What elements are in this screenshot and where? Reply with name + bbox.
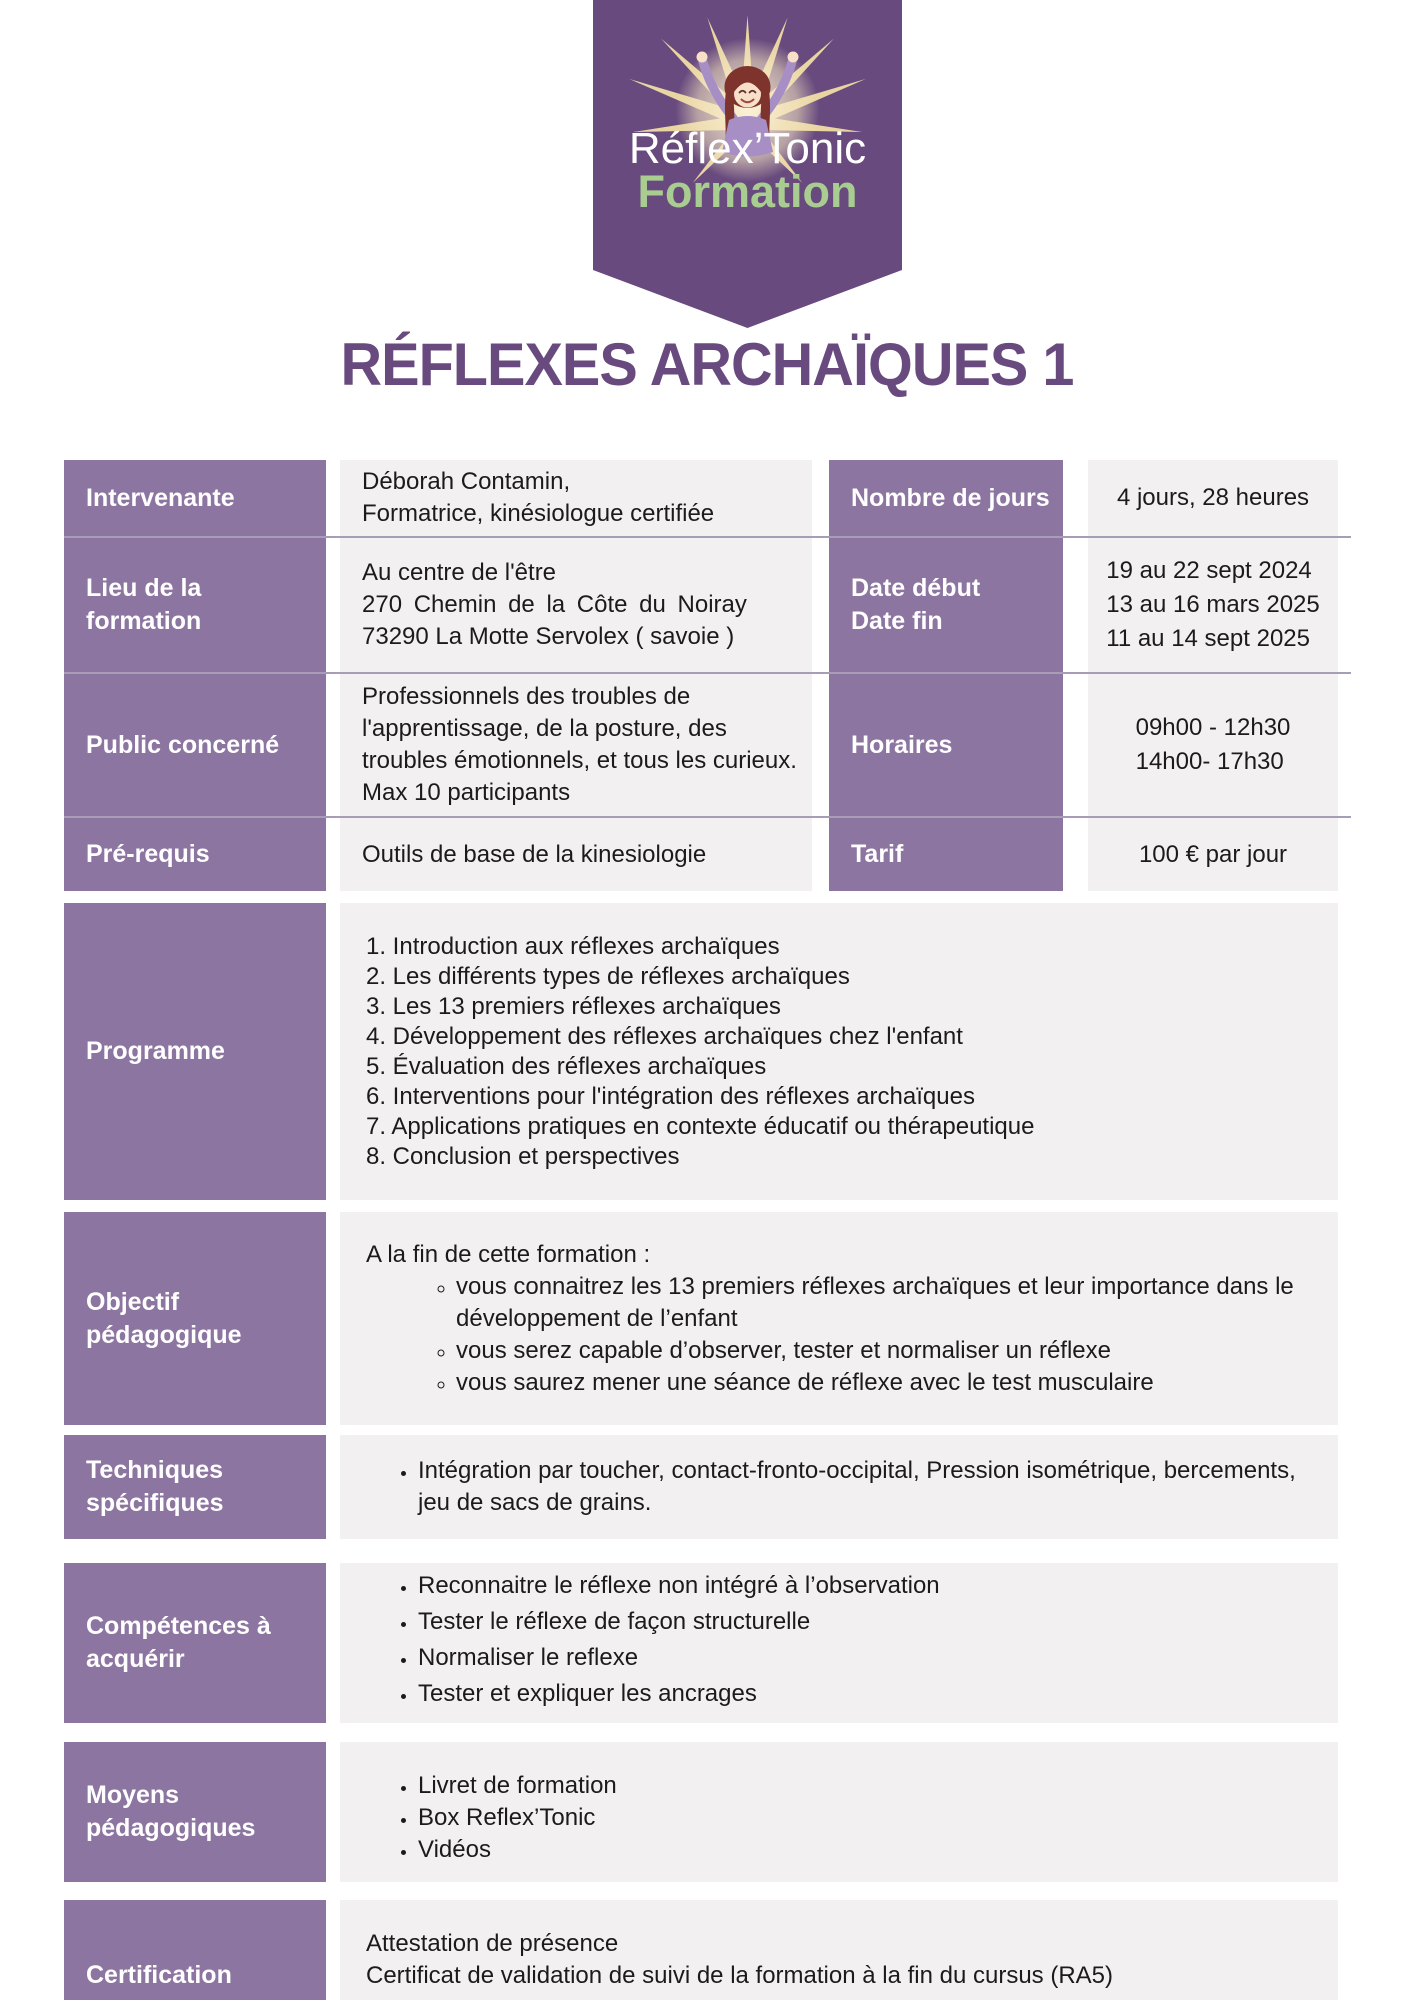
- list-item: ◦ vous connaitrez les 13 premiers réflexes archaïques et leur importance dans le développement de l’enfant: [456, 1271, 1318, 1335]
- label-pre-requis: [64, 818, 326, 891]
- text-line: 11 au 14 sept 2025: [1106, 625, 1310, 652]
- programme-item: 1. Introduction aux réflexes archaïques: [366, 932, 780, 960]
- text-line: Moyens: [86, 1781, 180, 1809]
- label-programme: [64, 903, 326, 1200]
- text-line: Attestation de présence: [366, 1930, 619, 1957]
- label-date-debut-fin: [829, 538, 1063, 672]
- techniques-list: [366, 1455, 1318, 1519]
- label-horaires: [829, 674, 1063, 816]
- pennant-banner-icon: [593, 0, 902, 330]
- text-line: l'apprentissage, de la posture, des: [362, 715, 727, 742]
- text-line: Certificat de validation de suivi de la formation à la fin du cursus (RA5): [366, 1962, 1114, 1989]
- text-line: acquérir: [86, 1645, 185, 1673]
- programme-item: 7. Applications pratiques en contexte éducatif ou thérapeutique: [366, 1112, 1035, 1140]
- competences-content: [340, 1563, 1338, 1723]
- text-line: 4 jours, 28 heures: [1116, 484, 1310, 511]
- text-line: Public concerné: [86, 730, 280, 759]
- text-line: Date début: [851, 574, 981, 602]
- value-pre-requis: [340, 818, 812, 891]
- moyens-list: [366, 1770, 1318, 1866]
- text-line: Certification: [86, 1960, 232, 1989]
- label-lieu-de-la-formation: [64, 538, 326, 672]
- label-nombre-de-jours: [829, 460, 1063, 536]
- programme-item: 2. Les différents types de réflexes archaïques: [366, 962, 850, 990]
- objectif-content: [340, 1212, 1338, 1425]
- value-lieu-de-la-formation: [340, 538, 812, 672]
- text-line: 73290 La Motte Servolex ( savoie ): [362, 623, 735, 650]
- text-line: Tarif: [851, 840, 904, 868]
- text-line: Déborah Contamin,: [362, 468, 571, 495]
- value-horaires: [1088, 674, 1338, 816]
- objectif-intro: A la fin de cette formation :: [366, 1240, 651, 1268]
- text-line: Max 10 participants: [362, 779, 571, 806]
- list-item: • Vidéos: [418, 1834, 1318, 1866]
- list-item: • Reconnaitre le réflexe non intégré à l’observation: [418, 1571, 1318, 1601]
- row-separator: [64, 816, 1351, 818]
- list-item: • Box Reflex’Tonic: [418, 1802, 1318, 1834]
- value-dates: [1088, 538, 1338, 672]
- text-line: Au centre de l'être: [362, 559, 557, 586]
- text-line: Compétences à: [86, 1612, 271, 1640]
- text-line: Formatrice, kinésiologue certifiée: [362, 500, 715, 527]
- programme-item: 6. Interventions pour l'intégration des réflexes archaïques: [366, 1082, 975, 1110]
- text-line: Intervenante: [86, 483, 235, 512]
- text-line: Techniques: [86, 1456, 224, 1484]
- techniques-content: [340, 1435, 1338, 1539]
- list-item: ◦ vous saurez mener une séance de réflexe avec le test musculaire: [456, 1367, 1318, 1399]
- list-item: • Intégration par toucher, contact-fronto-occipital, Pression isométrique, bercements, jeu de sacs de grains.: [418, 1455, 1318, 1519]
- objectif-list: [366, 1271, 1318, 1399]
- programme-item: 5. Évaluation des réflexes archaïques: [366, 1052, 767, 1080]
- text-line: troubles émotionnels, et tous les curieux.: [362, 747, 797, 774]
- value-intervenante: [340, 460, 812, 536]
- brand-text: Réflex’Tonic: [628, 124, 867, 173]
- moyens-content: [340, 1742, 1338, 1882]
- page-title: RÉFLEXES ARCHAÏQUES 1: [340, 331, 1074, 398]
- list-item: • Tester le réflexe de façon structurelle: [418, 1607, 1318, 1637]
- text-line: Pré-requis: [86, 840, 210, 868]
- text-line: Nombre de jours: [851, 483, 1050, 512]
- text-line: 100 € par jour: [1138, 840, 1288, 868]
- label-certification: [64, 1900, 326, 2000]
- label-moyens-pedagogiques: [64, 1742, 326, 1882]
- text-line: Horaires: [851, 730, 953, 759]
- value-public-concerne: [340, 674, 812, 816]
- list-item: • Livret de formation: [418, 1770, 1318, 1802]
- programme-item: 3. Les 13 premiers réflexes archaïques: [366, 992, 781, 1020]
- text-line: Programme: [86, 1037, 225, 1065]
- label-intervenante: [64, 460, 326, 536]
- row-separator: [64, 536, 1351, 538]
- label-tarif: [829, 818, 1063, 891]
- brand-subtitle-text: Formation: [637, 166, 858, 217]
- text-line: pédagogique: [86, 1320, 242, 1349]
- value-nombre-de-jours: [1088, 460, 1338, 536]
- text-line: formation: [86, 607, 202, 635]
- text-line: spécifiques: [86, 1489, 224, 1517]
- text-line: 19 au 22 sept 2024: [1106, 557, 1312, 584]
- text-line: pédagogiques: [86, 1814, 256, 1842]
- text-line: Professionnels des troubles de: [362, 683, 691, 710]
- label-objectif-pedagogique: [64, 1212, 326, 1425]
- list-item: • Tester et expliquer les ancrages: [418, 1679, 1318, 1709]
- list-item: • Normaliser le reflexe: [418, 1643, 1318, 1673]
- programme-content: [340, 903, 1338, 1200]
- text-line: Objectif: [86, 1287, 180, 1316]
- row-separator: [64, 672, 1351, 674]
- text-line: 270 Chemin de la Côte du Noiray: [362, 591, 747, 618]
- value-tarif: [1088, 818, 1338, 891]
- list-item: ◦ vous serez capable d’observer, tester et normaliser un réflexe: [456, 1335, 1318, 1367]
- programme-item: 4. Développement des réflexes archaïques chez l'enfant: [366, 1022, 963, 1050]
- programme-item: 8. Conclusion et perspectives: [366, 1142, 680, 1170]
- label-techniques-specifiques: [64, 1435, 326, 1539]
- text-line: Outils de base de la kinesiologie: [362, 840, 707, 868]
- label-public-concerne: [64, 674, 326, 816]
- certification-content: [340, 1900, 1338, 2000]
- text-line: Date fin: [851, 607, 943, 635]
- competences-list: [366, 1571, 1318, 1715]
- text-line: Lieu de la: [86, 574, 202, 602]
- text-line: 13 au 16 mars 2025: [1106, 591, 1320, 618]
- text-line: 09h00 - 12h30: [1135, 714, 1291, 741]
- label-competences-a-acquerir: [64, 1563, 326, 1723]
- text-line: 14h00- 17h30: [1135, 748, 1284, 775]
- reflextonic-logo: [593, 0, 902, 330]
